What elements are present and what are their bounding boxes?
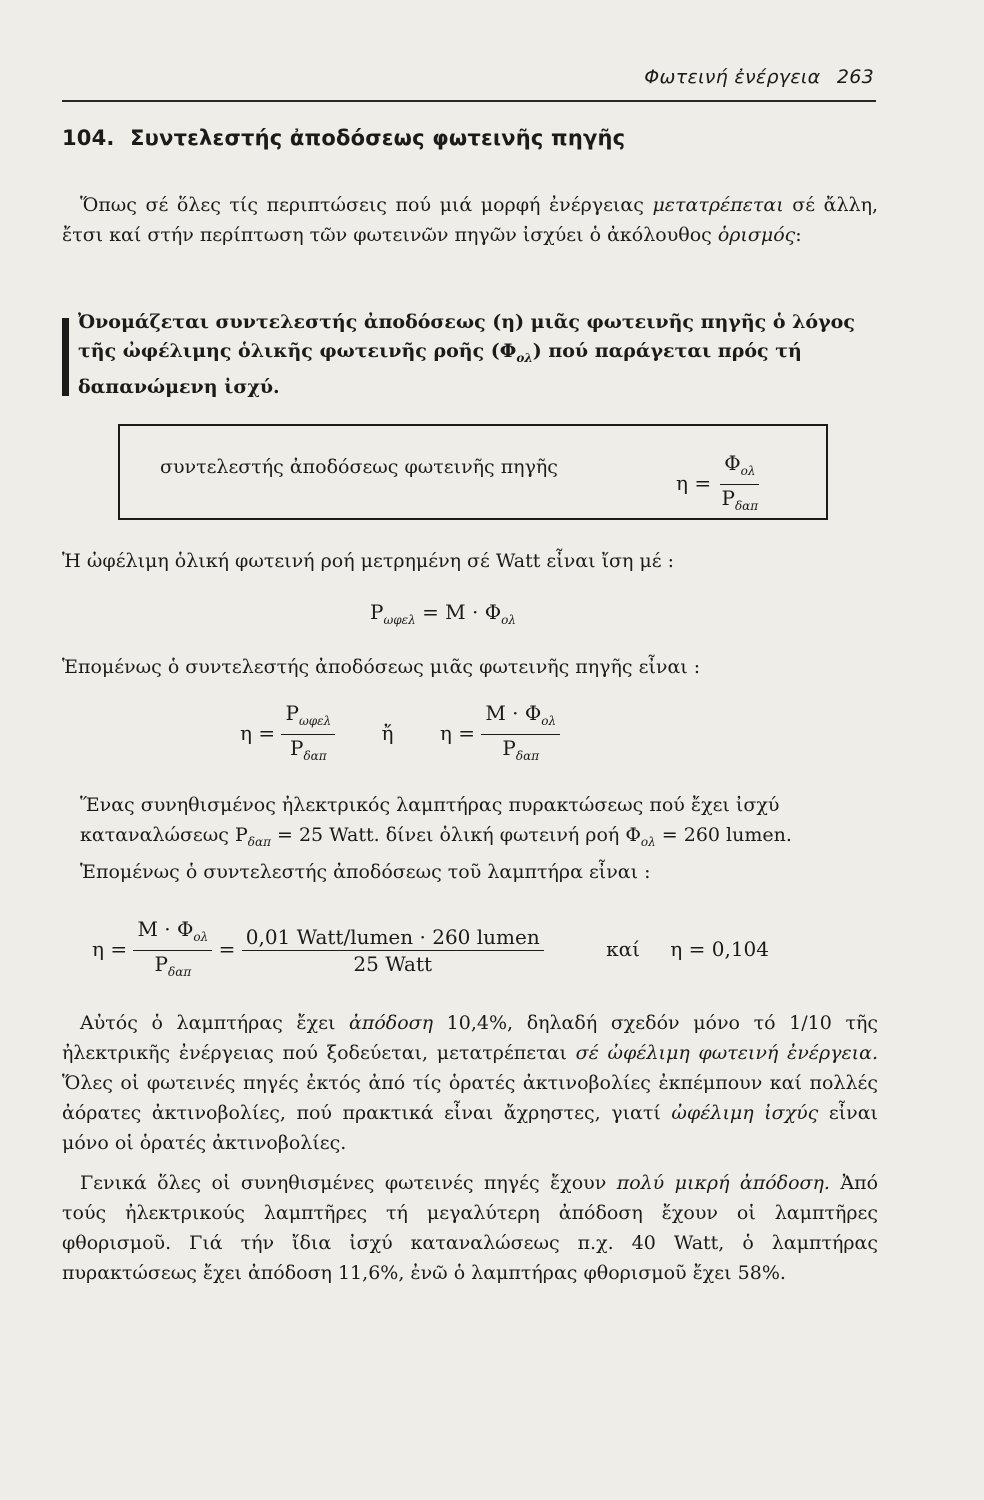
formula-lhs: η =	[676, 471, 712, 495]
fraction-numerator	[720, 452, 759, 485]
fraction-numerator	[281, 702, 335, 735]
conclusion-emphasis-4: πολύ μικρή ἀπόδοση.	[616, 1172, 830, 1194]
numerator-symbol: M · Φ	[485, 701, 542, 725]
running-title: Φωτεινή ἐνέργεια	[644, 66, 821, 88]
example-line-2	[62, 820, 878, 857]
useful-power-text: Ἡ ὠφέλιμη ὁλική φωτεινή ροή μετρημένη σέ Watt εἶναι ἴση μέ :	[62, 550, 675, 572]
example-text-2: = 25 Watt. δίνει ὁλική φωτεινή ροή Φ	[270, 824, 641, 846]
example-line-1: Ἕνας συνηθισμένος ἠλεκτρικός λαμπτήρας πυρακτώσεως πού ἔχει ἰσχύ	[80, 794, 780, 816]
fraction-denominator	[498, 735, 543, 767]
power-ratio-fraction	[281, 702, 335, 767]
conclusion-text: Αὐτός ὁ λαμπτήρας ἔχει	[80, 1012, 336, 1034]
eq-lhs: P	[370, 600, 384, 624]
conclusion-text-2: 10,4%, δηλαδή σχεδόν μόνο τό 1/10 τῆς ἠλεκτρικῆς ἐνέργειας πού ξοδεύεται, μετατρέπεται	[62, 1012, 878, 1064]
formula-box	[118, 424, 828, 520]
intro-text-2: σέ ἄλλη, ἔτσι καί στήν περίπτωση τῶν φωτεινῶν πηγῶν ἰσχύει ὁ ἀκόλουθος	[62, 194, 878, 246]
intro-emphasis: μετατρέπεται	[652, 194, 784, 216]
example-equation	[92, 918, 872, 983]
and-word: καί	[606, 937, 640, 961]
conclusion-paragraph-1	[62, 1008, 878, 1158]
intro-paragraph	[62, 190, 878, 250]
symbolic-fraction	[133, 918, 212, 983]
denominator-subscript: δαπ	[303, 749, 327, 763]
fraction-denominator	[286, 735, 331, 767]
numerator-subscript: ολ	[740, 464, 756, 478]
numerator-symbol: Φ	[724, 451, 741, 475]
conclusion-emphasis-2: σέ ὠφέλιμη φωτεινή ἐνέργεια.	[575, 1042, 878, 1064]
intro-text: Ὅπως σέ ὅλες τίς περιπτώσεις πού μιά μορφή ἐνέργειας	[80, 194, 644, 216]
therefore-paragraph	[62, 652, 878, 682]
efficiency-result: η = 0,104	[670, 937, 770, 961]
example-text-3: = 260 lumen.	[655, 824, 792, 846]
flux-ratio-fraction	[481, 702, 560, 767]
example-subscript-2: ολ	[640, 834, 656, 849]
fraction-denominator	[717, 485, 762, 517]
eq-rhs-subscript: ολ	[501, 613, 516, 627]
numeric-numerator: 0,01 Watt/lumen · 260 lumen	[242, 926, 544, 951]
denominator-symbol: P	[289, 736, 304, 760]
numerator-symbol: P	[285, 701, 299, 725]
efficiency-formula	[676, 452, 762, 517]
efficiency-equations	[240, 702, 560, 767]
intro-emphasis-2: ὁρισμός	[717, 224, 796, 246]
section-number: 104.	[62, 126, 115, 150]
eta-lhs: η =	[240, 721, 276, 745]
running-head	[644, 66, 874, 88]
fraction-numerator	[481, 702, 560, 735]
example-paragraph	[62, 790, 878, 887]
useful-power-equation	[370, 600, 516, 627]
denominator-subscript: δαπ	[515, 749, 540, 763]
denominator-subscript: δαπ	[734, 499, 759, 513]
example-subscript: δαπ	[247, 834, 271, 849]
formula-label: συντελεστής ἀποδόσεως φωτεινῆς πηγῆς	[160, 456, 558, 478]
conclusion-text-5: Γενικά ὅλες οἱ συνηθισμένες φωτεινές πηγές ἔχουν	[80, 1172, 607, 1194]
denominator-symbol: P	[502, 736, 516, 760]
eta-lhs: η =	[92, 937, 128, 961]
equals-sign: =	[218, 937, 236, 961]
therefore-text: Ἑπομένως ὁ συντελεστής ἀποδόσεως μιᾶς φωτεινῆς πηγῆς εἶναι :	[62, 656, 701, 678]
intro-colon: :	[795, 224, 802, 246]
definition-subscript: ολ	[516, 350, 533, 365]
conclusion-emphasis-3: ὠφέλιμη ἰσχύς	[671, 1102, 819, 1124]
fraction-denominator	[151, 951, 196, 983]
conclusion-text-4: εἶναι μόνο οἱ ὁρατές ἀκτινοβολίες.	[62, 1102, 878, 1154]
example-line-3: Ἑπομένως ὁ συντελεστής ἀποδόσεως τοῦ λαμπτήρα εἶναι :	[80, 860, 651, 883]
or-word: ἤ	[381, 721, 394, 745]
header-rule	[62, 100, 876, 102]
denominator-subscript: δαπ	[167, 965, 192, 979]
section-heading	[62, 126, 625, 150]
numerator-subscript: ολ	[541, 714, 557, 728]
numerator-symbol: M · Φ	[137, 917, 194, 941]
denominator-symbol: P	[721, 486, 735, 510]
numerator-subscript: ολ	[193, 930, 209, 944]
definition-text-2: ) πού παράγεται πρός τή δαπανώμενη ἰσχύ.	[78, 340, 802, 398]
page-number: 263	[836, 66, 874, 88]
conclusion-emphasis: ἀπόδοση	[349, 1012, 434, 1034]
eta-lhs-2: η =	[439, 721, 475, 745]
useful-power-paragraph	[62, 546, 878, 576]
eq-rhs: = M · Φ	[422, 600, 502, 624]
section-title: Συντελεστής ἀποδόσεως φωτεινῆς πηγῆς	[130, 126, 626, 150]
fraction-numerator	[133, 918, 212, 951]
example-text: καταναλώσεως P	[80, 824, 248, 846]
numeric-fraction	[242, 926, 544, 975]
definition-text: Ὀνομάζεται συντελεστής ἀποδόσεως (η) μιᾶς φωτεινῆς πηγῆς ὁ λόγος τῆς ὠφέλιμης ὁλικῆς φωτεινῆς ροῆς (Φ	[78, 311, 855, 362]
conclusion-text-3: Ὅλες οἱ φωτεινές πηγές ἐκτός ἀπό τίς ὁρατές ἀκτινοβολίες ἐκπέμπουν καί πολλές ἀόρατες ἀκτινοβολίες, πού πρακτικά εἶναι ἄχρηστες, γιατί	[62, 1072, 878, 1124]
numeric-denominator: 25 Watt	[353, 952, 433, 976]
eq-lhs-subscript: ωφελ	[383, 613, 416, 627]
conclusion-paragraph-2	[62, 1168, 878, 1288]
definition-paragraph	[62, 308, 878, 402]
formula-fraction	[717, 452, 762, 517]
conclusion-text-6: Ἀπό τούς ἠλεκτρικούς λαμπτῆρες τή μεγαλύτερη ἀπόδοση ἔχουν οἱ λαμπτῆρες φθορισμοῦ. Γιά τήν ἴδια ἰσχύ καταναλώσεως π.χ. 40 Watt, ὁ λαμπτήρας πυρακτώσεως ἔχει ἀπόδοση 11,6%, ἐνῶ ὁ λαμπτήρας φθορισμοῦ ἔχει 58%.	[62, 1172, 879, 1284]
denominator-symbol: P	[154, 952, 168, 976]
numerator-subscript: ωφελ	[298, 714, 332, 728]
